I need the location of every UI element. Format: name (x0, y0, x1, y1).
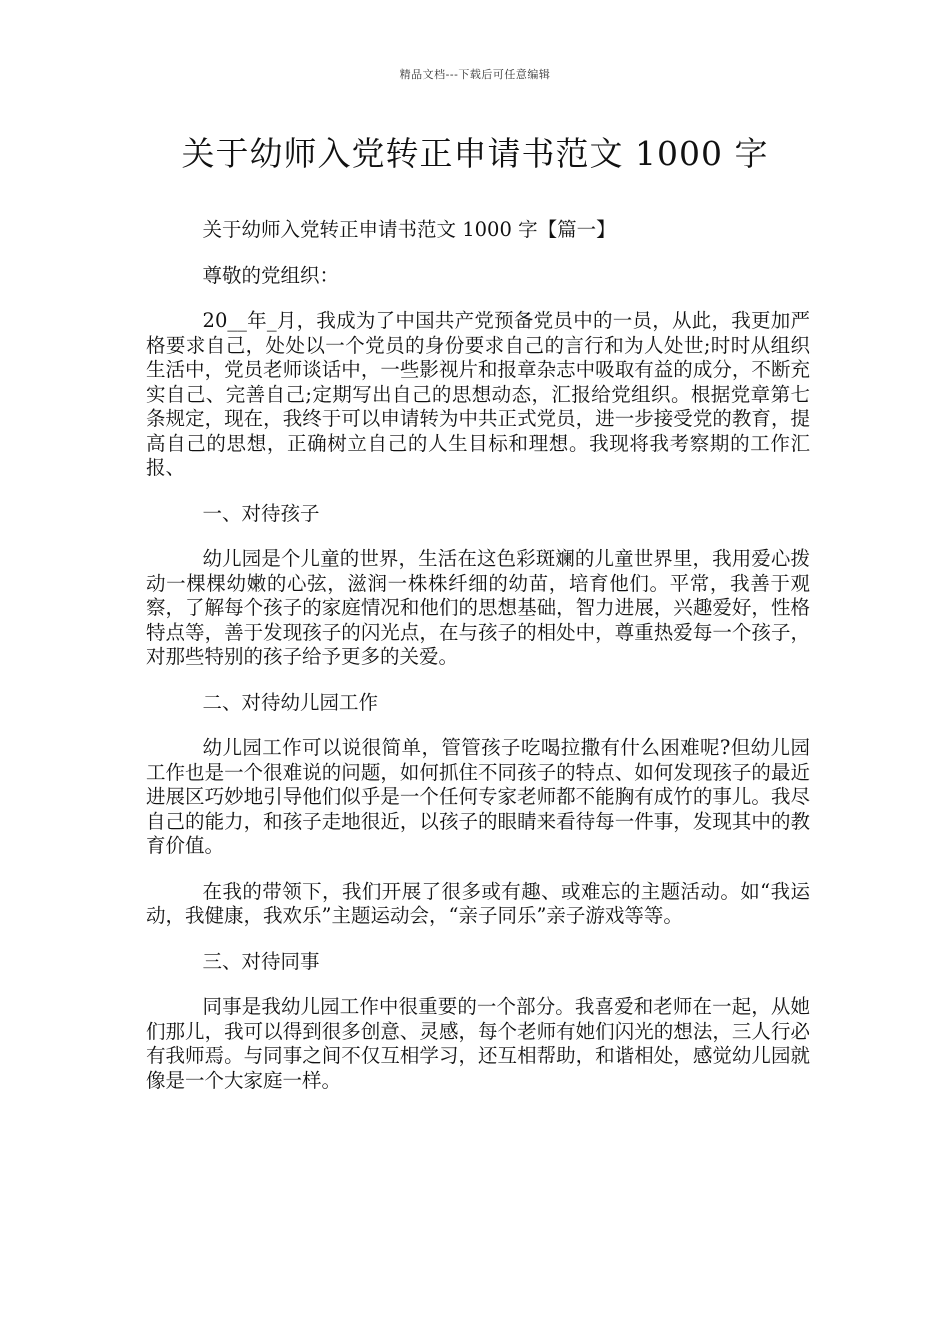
section-heading-kindergarten-work: 二、对待幼儿园工作 (202, 690, 379, 714)
header-note: 精品文档---下载后可任意编辑 (399, 68, 551, 81)
paragraph-intro: 20__年_月，我成为了中国共产党预备党员中的一员，从此，我更加严格要求自己，处处以一个党员的身份要求自己的言行和为人处世;时时从组织生活中，党员老师谈话中，一些影视片和报章杂志中吸取有益的成分，不断充实自己、完善自己;定期写出自己的思想动态，汇报给党组织。根据党章第七条规定，现在，我终于可以申请转为中共正式党员，进一步接受党的教育，提高自己的思想，正确树立自己的人生目标和理想。我现将我考察期的工作汇报、 (146, 309, 810, 479)
document-title: 关于幼师入党转正申请书范文 1000 字 (181, 134, 769, 173)
section-subtitle: 关于幼师入党转正申请书范文 1000 字【篇一】 (202, 218, 616, 241)
salutation: 尊敬的党组织： (202, 263, 340, 287)
paragraph-children: 幼儿园是个儿童的世界，生活在这色彩斑斓的儿童世界里，我用爱心拨动一棵棵幼嫩的心弦，滋润一株株纤细的幼苗，培育他们。平常，我善于观察，了解每个孩子的家庭情况和他们的思想基础，智力进展，兴趣爱好，性格特点等，善于发现孩子的闪光点，在与孩子的相处中，尊重热爱每一个孩子，对那些特别的孩子给予更多的关爱。 (146, 547, 810, 668)
paragraph-activities: 在我的带领下，我们开展了很多或有趣、或难忘的主题活动。如“我运动，我健康，我欢乐”主题运动会，“亲子同乐”亲子游戏等等。 (146, 879, 810, 927)
section-heading-children: 一、对待孩子 (202, 501, 320, 525)
paragraph-colleagues: 同事是我幼儿园工作中很重要的一个部分。我喜爱和老师在一起，从她们那儿，我可以得到很多创意、灵感，每个老师有她们闪光的想法，三人行必有我师焉。与同事之间不仅互相学习，还互相帮助，和谐相处，感觉幼儿园就像是一个大家庭一样。 (146, 995, 810, 1092)
paragraph-kindergarten-work: 幼儿园工作可以说很简单，管管孩子吃喝拉撒有什么困难呢?但幼儿园工作也是一个很难说的问题，如何抓住不同孩子的特点、如何发现孩子的最近进展区巧妙地引导他们似乎是一个任何专家老师都不能胸有成竹的事儿。我尽自己的能力，和孩子走地很近，以孩子的眼睛来看待每一件事，发现其中的教育价值。 (146, 736, 810, 857)
document-body (146, 218, 810, 1114)
section-heading-colleagues: 三、对待同事 (202, 949, 320, 973)
